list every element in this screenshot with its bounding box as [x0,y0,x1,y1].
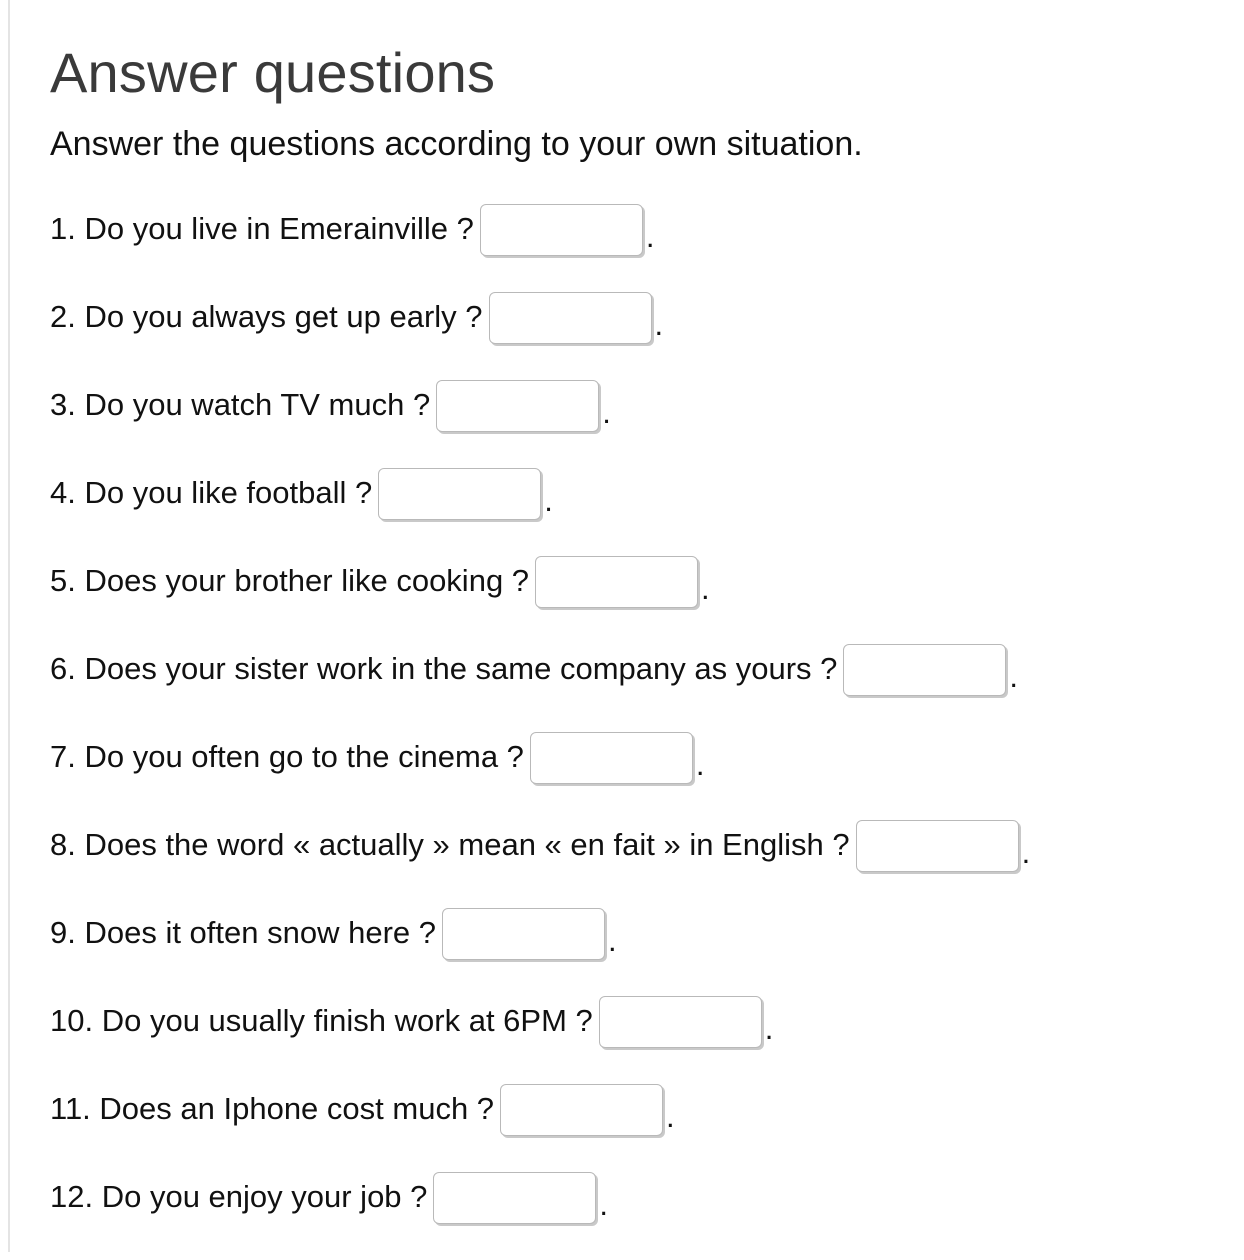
answer-input-7[interactable] [530,732,693,784]
sentence-period: . [654,307,664,342]
question-list [50,204,1030,1260]
answer-input-2[interactable] [489,292,652,344]
question-9 [50,908,1030,996]
sentence-period: . [695,747,705,782]
left-border-rule [8,0,10,1252]
question-text: 12. Do you enjoy your job ? [50,1179,428,1214]
sentence-period: . [645,219,655,254]
question-text: 4. Do you like football ? [50,475,373,510]
question-text: 8. Does the word « actually » mean « en fait » in English ? [50,827,850,862]
question-8 [50,820,1030,908]
sentence-period: . [599,1187,609,1222]
answer-input-5[interactable] [535,556,698,608]
question-10 [50,996,1030,1084]
answer-input-1[interactable] [480,204,643,256]
answer-input-10[interactable] [599,996,762,1048]
question-3 [50,380,1030,468]
sentence-period: . [701,571,710,606]
page-title: Answer questions [50,41,496,104]
question-text: 3. Do you watch TV much ? [50,387,431,422]
question-7 [50,732,1030,820]
sentence-period: . [1021,835,1031,870]
sentence-period: . [764,1011,774,1046]
question-2 [50,292,1030,380]
question-6 [50,644,1030,732]
question-12 [50,1172,1030,1260]
sentence-period: . [602,395,611,430]
exercise-instruction: Answer the questions according to your own situation. [50,125,863,163]
sentence-period: . [608,923,617,958]
question-text: 10. Do you usually finish work at 6PM ? [50,1003,593,1038]
question-text: 1. Do you live in Emerainville ? [50,211,474,246]
answer-input-11[interactable] [500,1084,663,1136]
question-text: 11. Does an Iphone cost much ? [50,1091,495,1126]
question-5 [50,556,1030,644]
answer-input-8[interactable] [856,820,1019,872]
question-text: 6. Does your sister work in the same company as yours ? [50,651,838,686]
question-11 [50,1084,1030,1172]
sentence-period: . [544,483,553,518]
sentence-period: . [666,1099,675,1134]
question-1 [50,204,1030,292]
answer-input-9[interactable] [442,908,605,960]
question-text: 9. Does it often snow here ? [50,915,437,950]
question-4 [50,468,1030,556]
answer-input-4[interactable] [378,468,541,520]
answer-input-3[interactable] [436,380,599,432]
question-text: 7. Do you often go to the cinema ? [50,739,524,774]
answer-input-12[interactable] [433,1172,596,1224]
question-text: 5. Does your brother like cooking ? [50,563,530,598]
question-text: 2. Do you always get up early ? [50,299,483,334]
answer-input-6[interactable] [843,644,1006,696]
sentence-period: . [1009,659,1019,694]
